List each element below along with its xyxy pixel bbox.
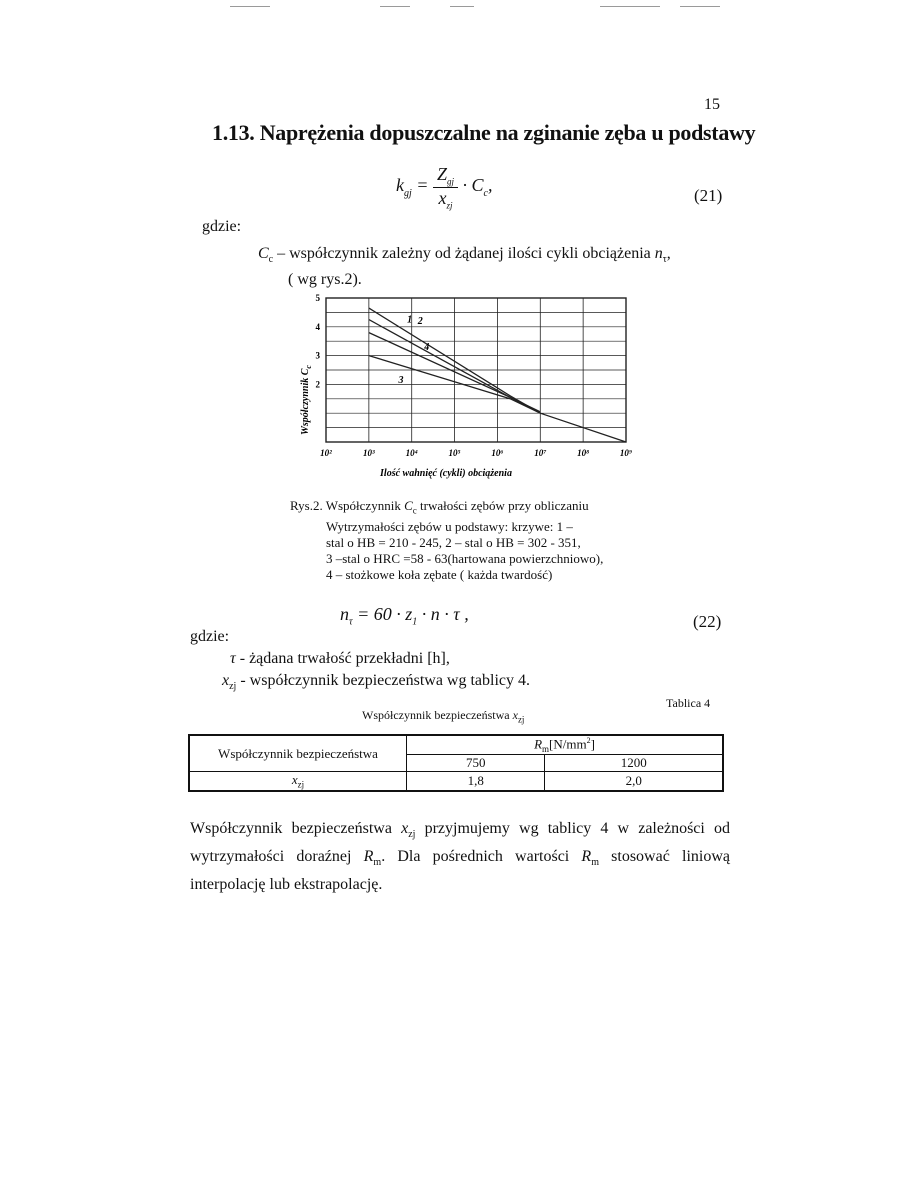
- para-a: Współczynnik bezpieczeństwa: [190, 820, 402, 837]
- y-tick-label: 5: [315, 293, 320, 303]
- caption-line1-a: Rys.2. Współczynnik: [290, 498, 405, 513]
- table-title: [362, 708, 524, 724]
- para-sub1: zj: [408, 829, 416, 841]
- para-c: . Dla pośrednich wartości: [381, 848, 582, 866]
- equation-21: $k_{gj}$ = $\frac{Z_{gj}}{x_{zj}}$ · $C_c$,: [396, 164, 493, 211]
- eq21-factor: C: [471, 175, 484, 196]
- caption-line1-b: trwałości zębów przy obliczaniu: [416, 498, 589, 513]
- table-4: [188, 734, 724, 792]
- y-tick-label: 4: [315, 321, 320, 332]
- table-row-sub: zj: [297, 779, 305, 790]
- eq22-lhs: n: [340, 604, 349, 624]
- where-label-2: gdzie:: [190, 628, 230, 645]
- table-rm-sup: 2: [586, 736, 591, 745]
- table-row-symbol: x: [291, 771, 298, 787]
- def-xzj-text: - współczynnik bezpieczeństwa wg tablicy 4.: [236, 672, 531, 689]
- chart-svg: [296, 290, 636, 480]
- table-rm-unit: [N/mm: [549, 736, 587, 752]
- equation-22: [340, 604, 469, 628]
- table-cell-2: 2,0: [545, 771, 723, 790]
- closing-paragraph: [190, 818, 730, 896]
- eq21-lhs-sub: gj: [404, 187, 412, 199]
- section-title: 1.13. Naprężenia dopuszczalne na zginanie zęba u podstawy: [212, 120, 756, 145]
- para-sub3: m: [591, 857, 599, 869]
- figure-2-chart: [296, 290, 636, 480]
- table-rm-symbol: R: [534, 736, 543, 752]
- eq22-rhs-a: = 60 · z: [352, 604, 413, 624]
- def-cc-tail: ,: [666, 245, 671, 262]
- table-rm-sub: m: [542, 743, 550, 754]
- definition-xzj: [222, 672, 530, 692]
- para-sym1: x: [401, 820, 409, 837]
- def-xzj-sub: zj: [229, 681, 237, 693]
- eq21-lhs: k: [396, 175, 404, 196]
- series-label-4: 4: [424, 341, 430, 353]
- def-cc-line2: ( wg rys.2).: [288, 271, 362, 289]
- table-col-750: 750: [407, 754, 545, 771]
- table-head-right: [407, 735, 724, 754]
- para-b: przyjmujemy wg tablicy 4 w zależności od wytrzymałości doraźnej: [190, 820, 730, 866]
- definition-cc: [258, 244, 728, 290]
- x-tick-label: 10⁶: [491, 448, 504, 458]
- chart-grid: [326, 298, 626, 442]
- caption-line5: 4 – stożkowe koła zębate ( każda twardość): [326, 566, 553, 582]
- table-cell-1: 1,8: [407, 771, 545, 790]
- x-tick-label: 10³: [363, 448, 375, 458]
- eq22-lhs-sub: τ: [349, 616, 353, 628]
- table-row-label: [189, 771, 407, 790]
- def-tau-text: - żądana trwałość przekładni [h],: [235, 650, 450, 667]
- caption-line2: Wytrzymałości zębów u podstawy: krzywe: 1 –: [326, 518, 573, 534]
- eq21-fraction: [433, 164, 458, 210]
- def-cc-n: n: [654, 245, 663, 262]
- series-label-1: 1: [407, 314, 413, 326]
- equation-21-number: (21): [694, 186, 723, 205]
- chart-x-axis-label: Ilość wahnięć (cykli) obciążenia: [380, 468, 512, 479]
- table-label: Tablica 4: [666, 696, 711, 710]
- chart-y-axis-label: Współczynnik $C_c$: [300, 365, 313, 435]
- scan-artifact: [380, 6, 410, 7]
- eq21-factor-sub: c: [483, 187, 488, 199]
- caption-symbol: C: [404, 498, 413, 513]
- eq21-denominator-sub: zj: [446, 200, 453, 211]
- eq21-numerator: Z: [436, 164, 447, 184]
- table-title-sub: zj: [517, 714, 525, 725]
- def-cc-text: – współczynnik zależny od żądanej ilości cykli obciążenia: [273, 245, 655, 262]
- para-d: stosować liniową interpolację lub ekstrapolację.: [190, 848, 730, 894]
- scan-artifact: [680, 6, 720, 7]
- table-col-1200: 1200: [545, 754, 723, 771]
- def-cc-symbol: C: [258, 245, 269, 262]
- eq22-rhs-b: · n · τ ,: [417, 604, 469, 624]
- figure-caption: [290, 498, 730, 583]
- y-tick-label: 3: [315, 350, 320, 361]
- def-cc-n-sub: τ: [662, 254, 667, 266]
- caption-line3: stal o HB = 210 - 245, 2 – stal o HB = 302 - 351,: [326, 534, 581, 550]
- page-number: 15: [704, 96, 720, 113]
- table-row: [189, 771, 723, 790]
- chart-ticks: [316, 293, 633, 458]
- scan-artifact: [230, 6, 270, 7]
- where-label-1: gdzie:: [202, 218, 242, 235]
- x-tick-label: 10²: [320, 448, 332, 458]
- def-tau-symbol: τ: [230, 650, 236, 667]
- series-label-3: 3: [398, 374, 404, 386]
- definition-tau: [230, 650, 450, 668]
- x-tick-label: 10⁴: [405, 448, 418, 458]
- y-tick-label: 2: [315, 379, 320, 390]
- table-title-symbol: x: [512, 708, 518, 722]
- caption-line4: 3 –stal o HRC =58 - 63(hartowana powierzchniowo),: [326, 550, 604, 566]
- equation-22-number: (22): [693, 612, 722, 631]
- x-tick-label: 10⁹: [619, 448, 633, 458]
- scan-artifact: [450, 6, 474, 7]
- eq21-numerator-sub: gj: [446, 176, 454, 187]
- table-title-text: Współczynnik bezpieczeństwa: [362, 708, 513, 722]
- caption-symbol-sub: c: [412, 505, 417, 516]
- def-cc-symbol-sub: c: [268, 254, 274, 266]
- eq22-rhs-sub: 1: [412, 616, 418, 628]
- def-xzj-symbol: x: [222, 672, 230, 689]
- para-sym3: R: [581, 848, 592, 866]
- x-tick-label: 10⁷: [534, 448, 547, 458]
- series-label-2: 2: [417, 315, 423, 327]
- scan-artifact: [600, 6, 660, 7]
- para-sub2: m: [373, 857, 382, 869]
- para-sym2: R: [363, 848, 374, 866]
- eq21-denominator: x: [438, 187, 447, 208]
- x-tick-label: 10⁵: [448, 448, 461, 458]
- x-tick-label: 10⁸: [577, 448, 590, 458]
- table-head-left: Współczynnik bezpieczeństwa: [189, 735, 407, 771]
- table-rm-close: ]: [590, 736, 595, 752]
